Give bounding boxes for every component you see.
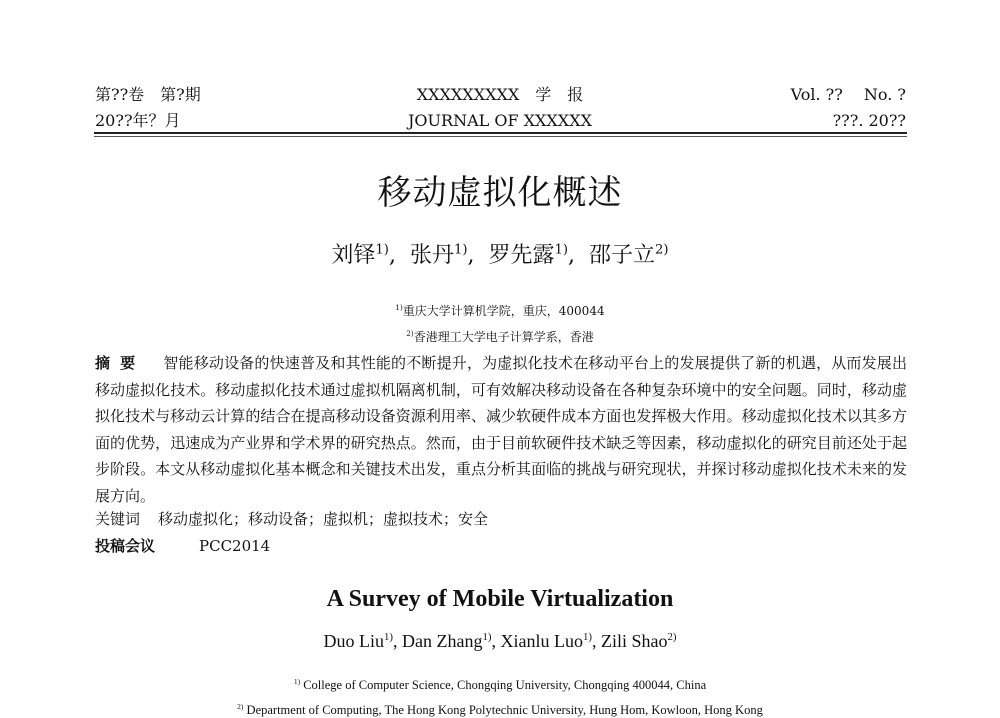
affiliation-sup: 1)	[293, 676, 301, 686]
abstract	[95, 350, 907, 510]
header-volume-en: Vol. ?? No. ?	[790, 85, 906, 104]
affiliation-text: Department of Computing, The Hong Kong Polytechnic University, Hung Hom, Kowloon, Hong Kong	[246, 703, 763, 717]
author-cn: 刘铎	[331, 243, 376, 268]
affiliation-text: College of Computer Science, Chongqing University, Chongqing 400044, China	[303, 678, 707, 692]
title-en: A Survey of Mobile Virtualization	[326, 586, 674, 612]
authors-cn: 刘铎$^{1)}$, 张丹$^{1)}$, 罗先露$^{1)}$, 邵子立$^{2)}$	[331, 242, 669, 268]
abstract-label: 摘要	[95, 354, 146, 372]
author-en-sup: 1)	[582, 631, 592, 643]
author-en-sup: 1)	[384, 631, 393, 643]
header-rule-thick	[94, 132, 907, 134]
author-cn-sup: 1)	[375, 242, 389, 258]
header-rule-thin	[94, 136, 907, 137]
affiliation-text: 香港理工大学电子计算学系，香港	[413, 330, 594, 344]
header-date-en: ???. 20??	[832, 111, 906, 130]
author-en-sup: 1)	[482, 631, 492, 643]
authors-en: Duo Liu$^{1)}$, Dan Zhang$^{1)}$, Xianlu Luo$^{1)}$, Zili Shao$^{2)}$	[323, 631, 677, 651]
keywords-label: 关键词	[95, 510, 141, 528]
affiliation-en-2	[0, 703, 1000, 718]
header-journal-en: JOURNAL OF XXXXXX	[408, 111, 592, 130]
author-en: Duo Liu	[323, 631, 384, 651]
author-cn: 张丹	[409, 243, 454, 268]
header-volume-cn: 第??卷 第?期	[95, 85, 201, 104]
affiliation-text: 重庆大学计算机学院，重庆，400044	[402, 304, 605, 318]
affiliation-en-1	[0, 678, 1000, 693]
affiliation-cn-1	[0, 302, 1000, 319]
author-en: Xianlu Luo	[500, 631, 583, 651]
author-cn: 罗先露	[488, 243, 555, 268]
author-en: Dan Zhang	[402, 631, 483, 651]
author-en: Zili Shao	[600, 631, 668, 651]
author-cn-sup: 2)	[655, 242, 669, 258]
conference	[95, 535, 270, 557]
affiliation-sup: 2)	[237, 701, 244, 711]
author-cn-sup: 1)	[453, 242, 468, 258]
conference-label: 投稿会议	[95, 537, 156, 555]
header-date-cn: 20??年？月	[95, 111, 181, 130]
keywords-text: 移动虚拟化；移动设备；虚拟机；虚拟技术；安全	[158, 510, 489, 528]
keywords	[95, 508, 488, 530]
abstract-text: 智能移动设备的快速普及和其性能的不断提升，为虚拟化技术在移动平台上的发展提供了新的机遇，从而发展出移动虚拟化技术。移动虚拟化技术通过虚拟机隔离机制，可有效解决移动设备在各种复杂环境中的安全问题。同时，移动虚拟化技术与移动云计算的结合在提高移动设备资源利用率、减少软硬件成本方面也发挥极大作用。移动虚拟化技术以其多方面的优势，迅速成为产业界和学术界的研究热点。然而，由于目前软硬件技术缺乏等因素，移动虚拟化的研究目前还处于起步阶段。本文从移动虚拟化基本概念和关键技术出发，重点分析其面临的挑战与研究现状，并探讨移动虚拟化技术未来的发展方向。	[95, 354, 907, 505]
title-cn: 移动虚拟化概述	[377, 173, 623, 213]
affiliation-sup: 1)	[395, 303, 403, 312]
header-journal-cn: XXXXXXXXX 学 报	[416, 85, 584, 104]
author-cn-sup: 1)	[554, 242, 569, 258]
author-cn: 邵子立	[589, 243, 656, 268]
affiliation-cn-2	[0, 328, 1000, 345]
author-en-sup: 2)	[667, 631, 677, 643]
affiliation-sup: 2)	[406, 329, 414, 338]
conference-value: PCC2014	[199, 537, 271, 555]
